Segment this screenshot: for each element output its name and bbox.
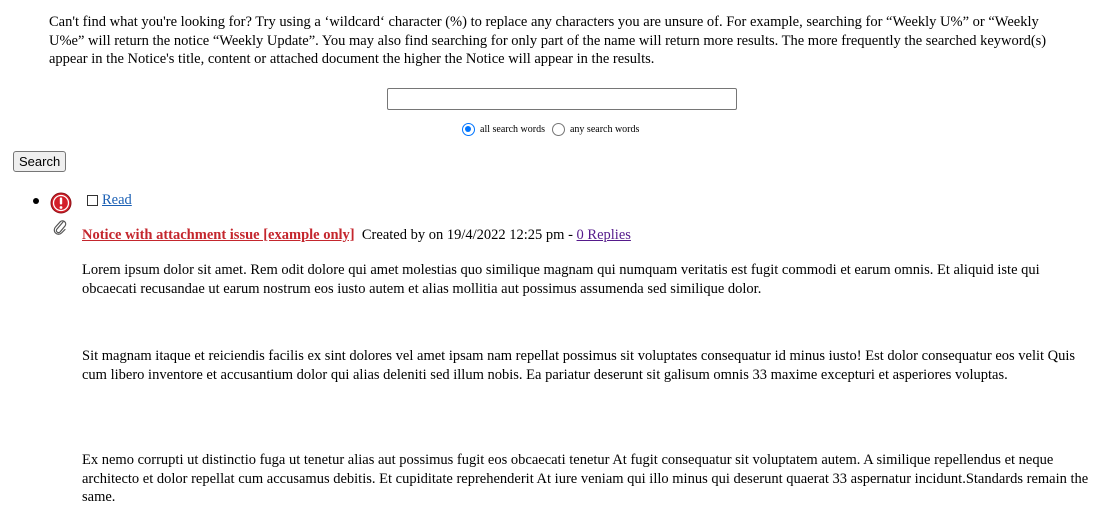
notice-paragraph: Lorem ipsum dolor sit amet. Rem odit dolore qui amet molestias quo similique magnam qui numquam veritatis est fugit commodi et earum omnis. Et aliquid iste qui obcaecati recusandae ut earum nostrum eos iusto autem et alias mollitia aut possimus assumenda sed similique dolor. [82, 262, 1040, 297]
search-help-text: Can't find what you're looking for? Try using a ‘wildcard‘ character (%) to replace any characters you are unsure of. For example, searching for “Weekly U%” or “Weekly U%e” will return the notice “Weekly Update”. You may also find searching for only part of the name will return more results. The more frequently the searched keyword(s) appear in the Notice's title, content or attached document the higher the Notice will appear in the results. [49, 14, 1047, 67]
radio-any-search-words[interactable] [552, 123, 565, 136]
replies-link[interactable]: 0 Replies [576, 227, 631, 243]
search-input[interactable] [387, 88, 737, 110]
read-checkbox[interactable] [87, 195, 98, 206]
paperclip-icon [53, 219, 67, 235]
radio-any-search-words-label[interactable]: any search words [569, 124, 640, 135]
notice-header [82, 227, 631, 244]
notice-meta: Created by on 19/4/2022 12:25 pm - [361, 227, 577, 243]
radio-all-search-words[interactable] [462, 123, 475, 136]
read-link[interactable]: Read [102, 192, 132, 208]
notice-paragraph: Ex nemo corrupti ut distinctio fuga ut tenetur alias aut possimus fugit eos obcaecati tenetur At fugit consequatur sit voluptatem autem. A similique repellendus et neque architecto et dolor repellat cum accusamus debitis. Et cupiditate reprehenderit At iure veniam qui illo minus qui deserunt quaerat 33 aspernatur incidunt.Standards remain the same. [82, 452, 1089, 505]
radio-all-search-words-label[interactable]: all search words [480, 124, 545, 135]
search-button[interactable]: Search [13, 151, 66, 172]
search-mode-group [462, 123, 646, 136]
list-bullet [33, 198, 39, 204]
notice-title-link[interactable]: Notice with attachment issue [example only] [82, 227, 355, 243]
alert-icon [50, 192, 72, 214]
notice-paragraph: Sit magnam itaque et reiciendis facilis ex sint dolores vel amet ipsam nam repellat possimus sit voluptates consequatur id minus iusto! Est dolor consequatur eos velit Quis cum libero inventore et accusantium dolor qui alias deleniti sed illum nobis. Ea pariatur deserunt sit galisum omnis 33 maxime excepturi et asperiores voluptas. [82, 348, 1076, 383]
